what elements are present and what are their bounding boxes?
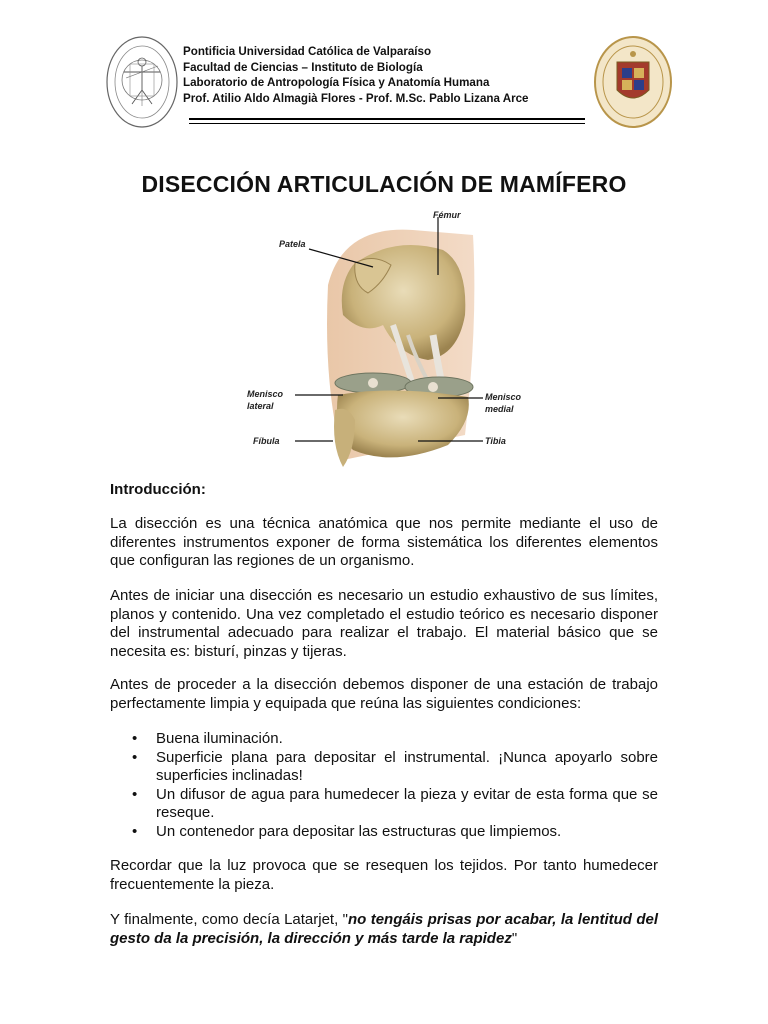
bullet-icon: • <box>132 785 138 803</box>
tibia-label: Tibia <box>485 436 506 446</box>
latarjet-quote: no tengáis prisas por acabar, la lentitud del gesto da la precisión, la dirección y más tarde la rapidez <box>110 911 658 947</box>
list-item <box>110 749 658 786</box>
fibula-label: Fíbula <box>253 436 280 446</box>
list-item-text: Un contenedor para depositar las estructuras que limpiemos. <box>156 822 562 840</box>
section-heading: Introducción: <box>110 481 206 498</box>
fibula-bone <box>334 409 355 467</box>
menisco-lateral-label-1: Menisco <box>247 389 284 399</box>
conditions-list <box>110 730 658 841</box>
paragraph: Antes de proceder a la disección debemos disponer de una estación de trabajo perfectamente limpia y equipada que reúna las siguientes condiciones: <box>110 676 658 712</box>
tibia-bone <box>337 390 469 457</box>
document-title: DISECCIÓN ARTICULACIÓN DE MAMÍFERO <box>141 171 627 197</box>
university-name: Pontificia Universidad Católica de Valparaíso <box>183 45 432 58</box>
list-item <box>110 786 658 823</box>
paragraph: Recordar que la luz provoca que se resequen los tejidos. Por tanto humedecer frecuentemente la pieza. <box>110 857 658 893</box>
list-item-text: Buena iluminación. <box>156 730 283 747</box>
knee-joint-illustration <box>243 205 533 475</box>
bullet-icon: • <box>132 748 138 766</box>
bullet-icon: • <box>132 730 138 747</box>
list-item-text: Un difusor de agua para humedecer la pieza y evitar de esta forma que se reseque. <box>156 785 658 821</box>
header-divider-thin <box>189 123 585 124</box>
femur-label: Fémur <box>433 210 461 220</box>
professor-names: Prof. Atilio Aldo Almagià Flores - Prof. M.Sc. Pablo Lizana Arce <box>183 91 529 105</box>
faculty-name: Facultad de Ciencias – Instituto de Biología <box>183 60 423 74</box>
bullet-icon: • <box>132 822 138 840</box>
list-item <box>110 823 658 842</box>
list-item-text: Superficie plana para depositar el instrumental. ¡Nunca apoyarlo sobre superficies inclinadas! <box>156 748 658 784</box>
paragraph: Antes de iniciar una disección es necesario un estudio exhaustivo de sus límites, planos y contenido. Una vez completado el estudio teórico es necesario disponer del instrumental adecuado para realizar el trabajo. El material básico que se necesita es: bisturí, pinzas y tijeras. <box>110 587 658 660</box>
menisco-medial-label-1: Menisco <box>485 392 522 402</box>
paragraph: La disección es una técnica anatómica que nos permite mediante el uso de diferentes instrumentos exponer de forma sistemática los diferentes elementos que configuran las regiones de un organismo. <box>110 515 658 569</box>
patela-label: Patela <box>279 239 306 249</box>
institution-header <box>183 44 529 106</box>
university-seal <box>592 34 674 130</box>
anthropology-lab-logo <box>104 34 180 130</box>
closing-quote-paragraph <box>110 911 658 948</box>
quote-suffix: " <box>511 929 518 947</box>
menisco-lateral-label-2: lateral <box>247 401 274 411</box>
header-divider <box>189 118 585 120</box>
menisco-medial-label-2: medial <box>485 404 514 414</box>
list-item <box>110 730 658 749</box>
quote-prefix: Y finalmente, como decía Latarjet, " <box>110 911 348 928</box>
laboratory-name: Laboratorio de Antropología Física y Anatomía Humana <box>183 76 490 89</box>
